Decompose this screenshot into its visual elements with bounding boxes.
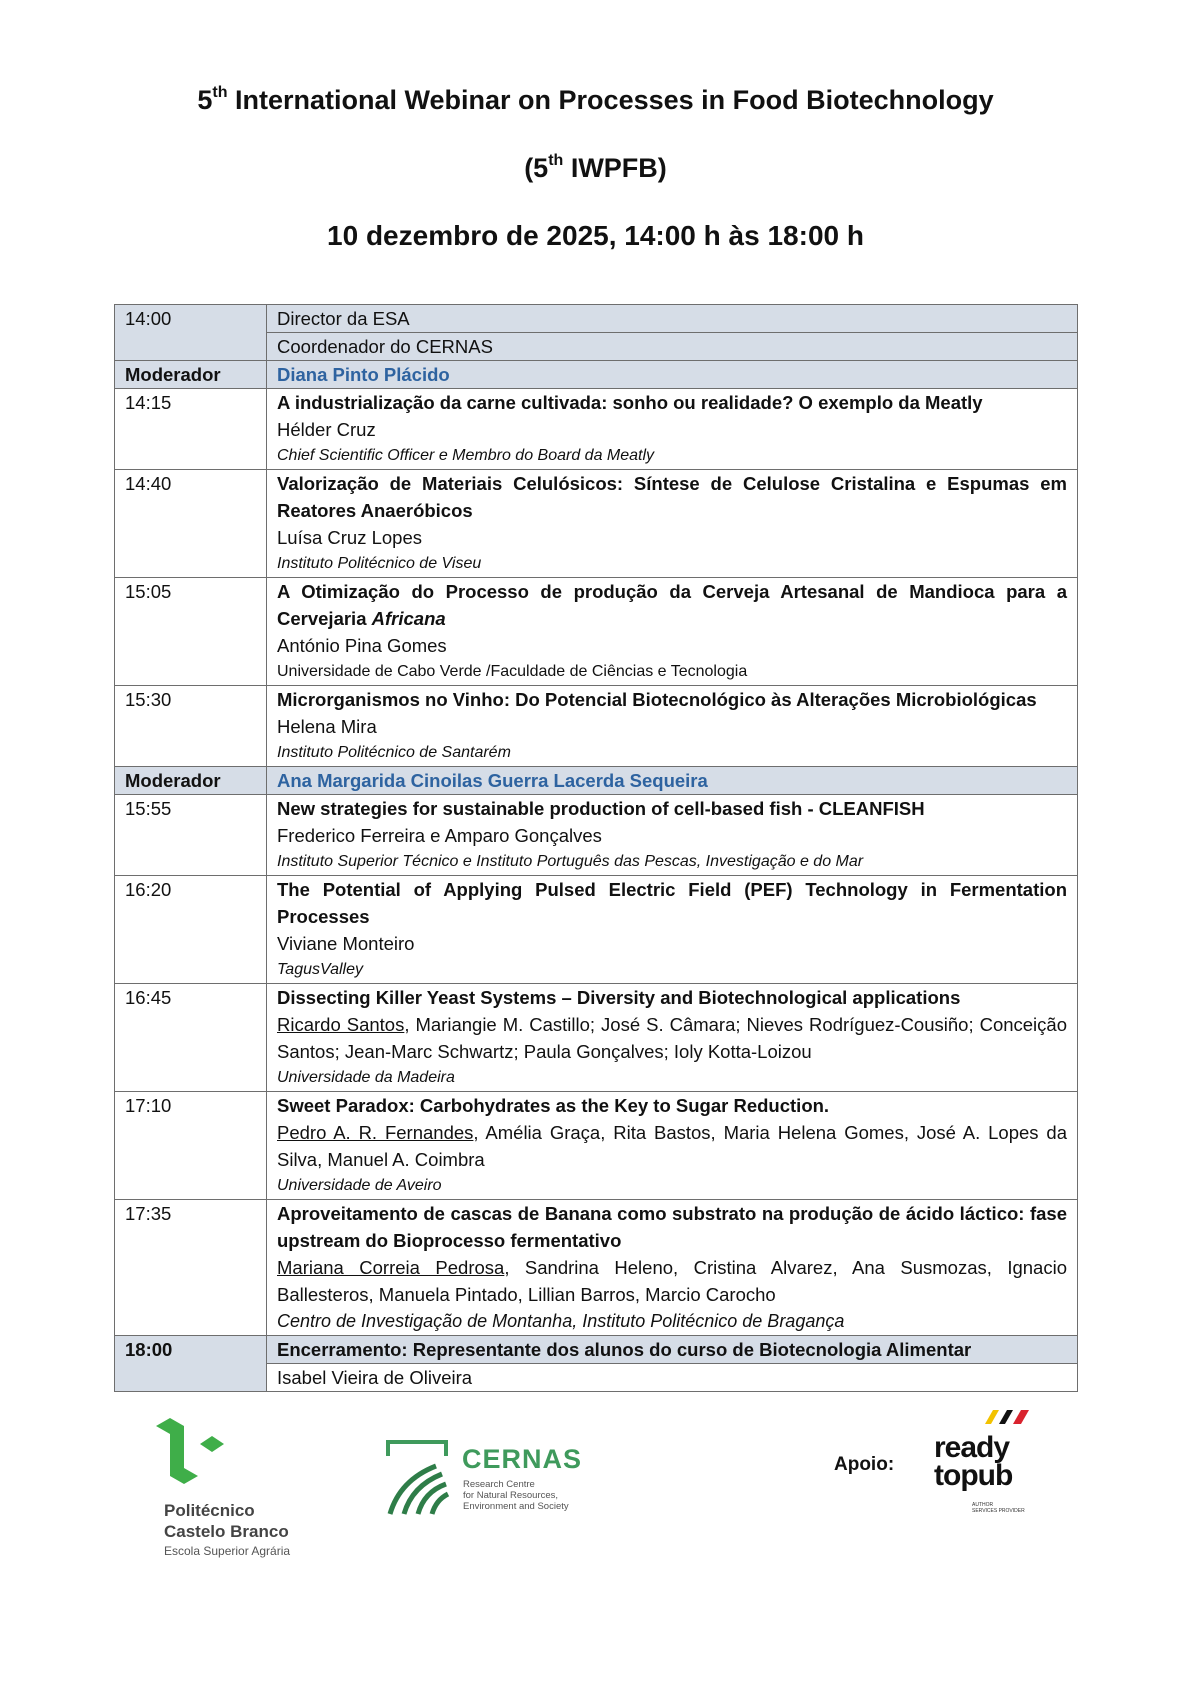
speaker: Mariana Correia Pedrosa, Sandrina Heleno, Cristina Alvarez, Ana Susmozas, Ignacio Ballesteros, Manuela Pintado, Lillian Barros, Marcio Carocho — [277, 1257, 1067, 1305]
session-time: 14:00 — [115, 305, 267, 361]
readytopub-logo: ready topub — [934, 1431, 1013, 1492]
affiliation: TagusValley — [277, 961, 363, 978]
support-label: Apoio: — [834, 1454, 895, 1475]
session-time: 15:55 — [115, 795, 267, 876]
speaker: Frederico Ferreira e Amparo Gonçalves — [277, 825, 602, 846]
speaker: Luísa Cruz Lopes — [277, 527, 423, 548]
talk-title: Aproveitamento de cascas de Banana como substrato na produção de ácido láctico: fase upstream do Bioprocesso fermentativo — [277, 1203, 1067, 1251]
talk-title: New strategies for sustainable production of cell-based fish - CLEANFISH — [277, 798, 925, 819]
session-time: 14:15 — [115, 389, 267, 470]
affiliation: Centro de Investigação de Montanha, Instituto Politécnico de Bragança — [277, 1311, 845, 1331]
opening-line: Director da ESA — [267, 305, 1078, 333]
event-date: 10 dezembro de 2025, 14:00 h às 18:00 h — [327, 220, 864, 251]
event-acronym: (5th IWPFB) — [524, 152, 667, 183]
table-row — [115, 578, 1078, 686]
speaker: Viviane Monteiro — [277, 933, 415, 954]
table-row — [115, 389, 1078, 470]
table-row — [115, 686, 1078, 767]
affiliation: Instituto Politécnico de Viseu — [277, 555, 482, 572]
cernas-subtitle: Research Centre for Natural Resources, Environment and Society — [463, 1479, 569, 1512]
table-row — [115, 984, 1078, 1092]
speaker: António Pina Gomes — [277, 635, 447, 656]
affiliation: Universidade de Aveiro — [277, 1177, 442, 1194]
affiliation: Instituto Politécnico de Santarém — [277, 744, 511, 761]
opening-line: Coordenador do CERNAS — [267, 333, 1078, 361]
politecnico-logo-icon — [156, 1418, 236, 1488]
table-row — [115, 305, 1078, 333]
talk-title: Microrganismos no Vinho: Do Potencial Biotecnológico às Alterações Microbiológicas — [277, 689, 1037, 710]
session-time: 17:10 — [115, 1092, 267, 1200]
readytopub-tagline: AUTHOR SERVICES PROVIDER — [972, 1502, 1025, 1514]
moderator-name: Diana Pinto Plácido — [267, 361, 1078, 389]
readytopub-stripes-icon — [979, 1408, 1035, 1426]
talk-title: A Otimização do Processo de produção da Cerveja Artesanal de Mandioca para a Cervejaria Africana — [277, 581, 1067, 629]
table-row — [115, 1092, 1078, 1200]
table-row — [115, 470, 1078, 578]
politecnico-school: Escola Superior Agrária — [164, 1544, 291, 1558]
speaker: Isabel Vieira de Oliveira — [267, 1364, 1078, 1392]
table-row — [115, 795, 1078, 876]
affiliation: Universidade de Cabo Verde /Faculdade de Ciências e Tecnologia — [277, 663, 748, 680]
program-table — [114, 304, 1078, 1392]
moderator-name: Ana Margarida Cinoilas Guerra Lacerda Sequeira — [267, 767, 1078, 795]
talk-title: The Potential of Applying Pulsed Electric Field (PEF) Technology in Fermentation Processes — [277, 879, 1067, 927]
affiliation: Universidade da Madeira — [277, 1069, 455, 1086]
talk-title: Sweet Paradox: Carbohydrates as the Key to Sugar Reduction. — [277, 1095, 830, 1116]
session-time: 16:20 — [115, 876, 267, 984]
politecnico-name: Politécnico Castelo Branco — [164, 1501, 289, 1541]
speaker: Helena Mira — [277, 716, 377, 737]
session-time: 18:00 — [115, 1336, 267, 1392]
cernas-logo-icon — [386, 1440, 450, 1516]
moderator-row — [115, 361, 1078, 389]
moderator-label: Moderador — [115, 361, 267, 389]
session-time: 14:40 — [115, 470, 267, 578]
talk-title: A industrialização da carne cultivada: sonho ou realidade? O exemplo da Meatly — [277, 392, 983, 413]
moderator-label: Moderador — [115, 767, 267, 795]
cernas-name: CERNAS — [462, 1444, 583, 1474]
session-time: 15:05 — [115, 578, 267, 686]
talk-title: Dissecting Killer Yeast Systems – Diversity and Biotechnological applications — [277, 987, 961, 1008]
speaker: Pedro A. R. Fernandes, Amélia Graça, Rita Bastos, Maria Helena Gomes, José A. Lopes da Silva, Manuel A. Coimbra — [277, 1122, 1067, 1170]
talk-title: Encerramento: Representante dos alunos do curso de Biotecnologia Alimentar — [267, 1336, 1078, 1364]
session-time: 17:35 — [115, 1200, 267, 1336]
speaker: Ricardo Santos, Mariangie M. Castillo; José S. Câmara; Nieves Rodríguez-Cousiño; Conceição Santos; Jean-Marc Schwartz; Paula Gonçalves; Ioly Kotta-Loizou — [277, 1014, 1067, 1062]
session-time: 16:45 — [115, 984, 267, 1092]
event-title: 5th International Webinar on Processes in Food Biotechnology — [197, 84, 994, 115]
moderator-row — [115, 767, 1078, 795]
speaker: Hélder Cruz — [277, 419, 376, 440]
table-row — [115, 876, 1078, 984]
table-row — [115, 1200, 1078, 1336]
affiliation: Chief Scientific Officer e Membro do Board da Meatly — [277, 447, 655, 464]
session-time: 15:30 — [115, 686, 267, 767]
affiliation: Instituto Superior Técnico e Instituto Português das Pescas, Investigação e do Mar — [277, 853, 864, 870]
table-row — [115, 1336, 1078, 1364]
talk-title: Valorização de Materiais Celulósicos: Síntese de Celulose Cristalina e Espumas em Reatores Anaeróbicos — [277, 473, 1067, 521]
